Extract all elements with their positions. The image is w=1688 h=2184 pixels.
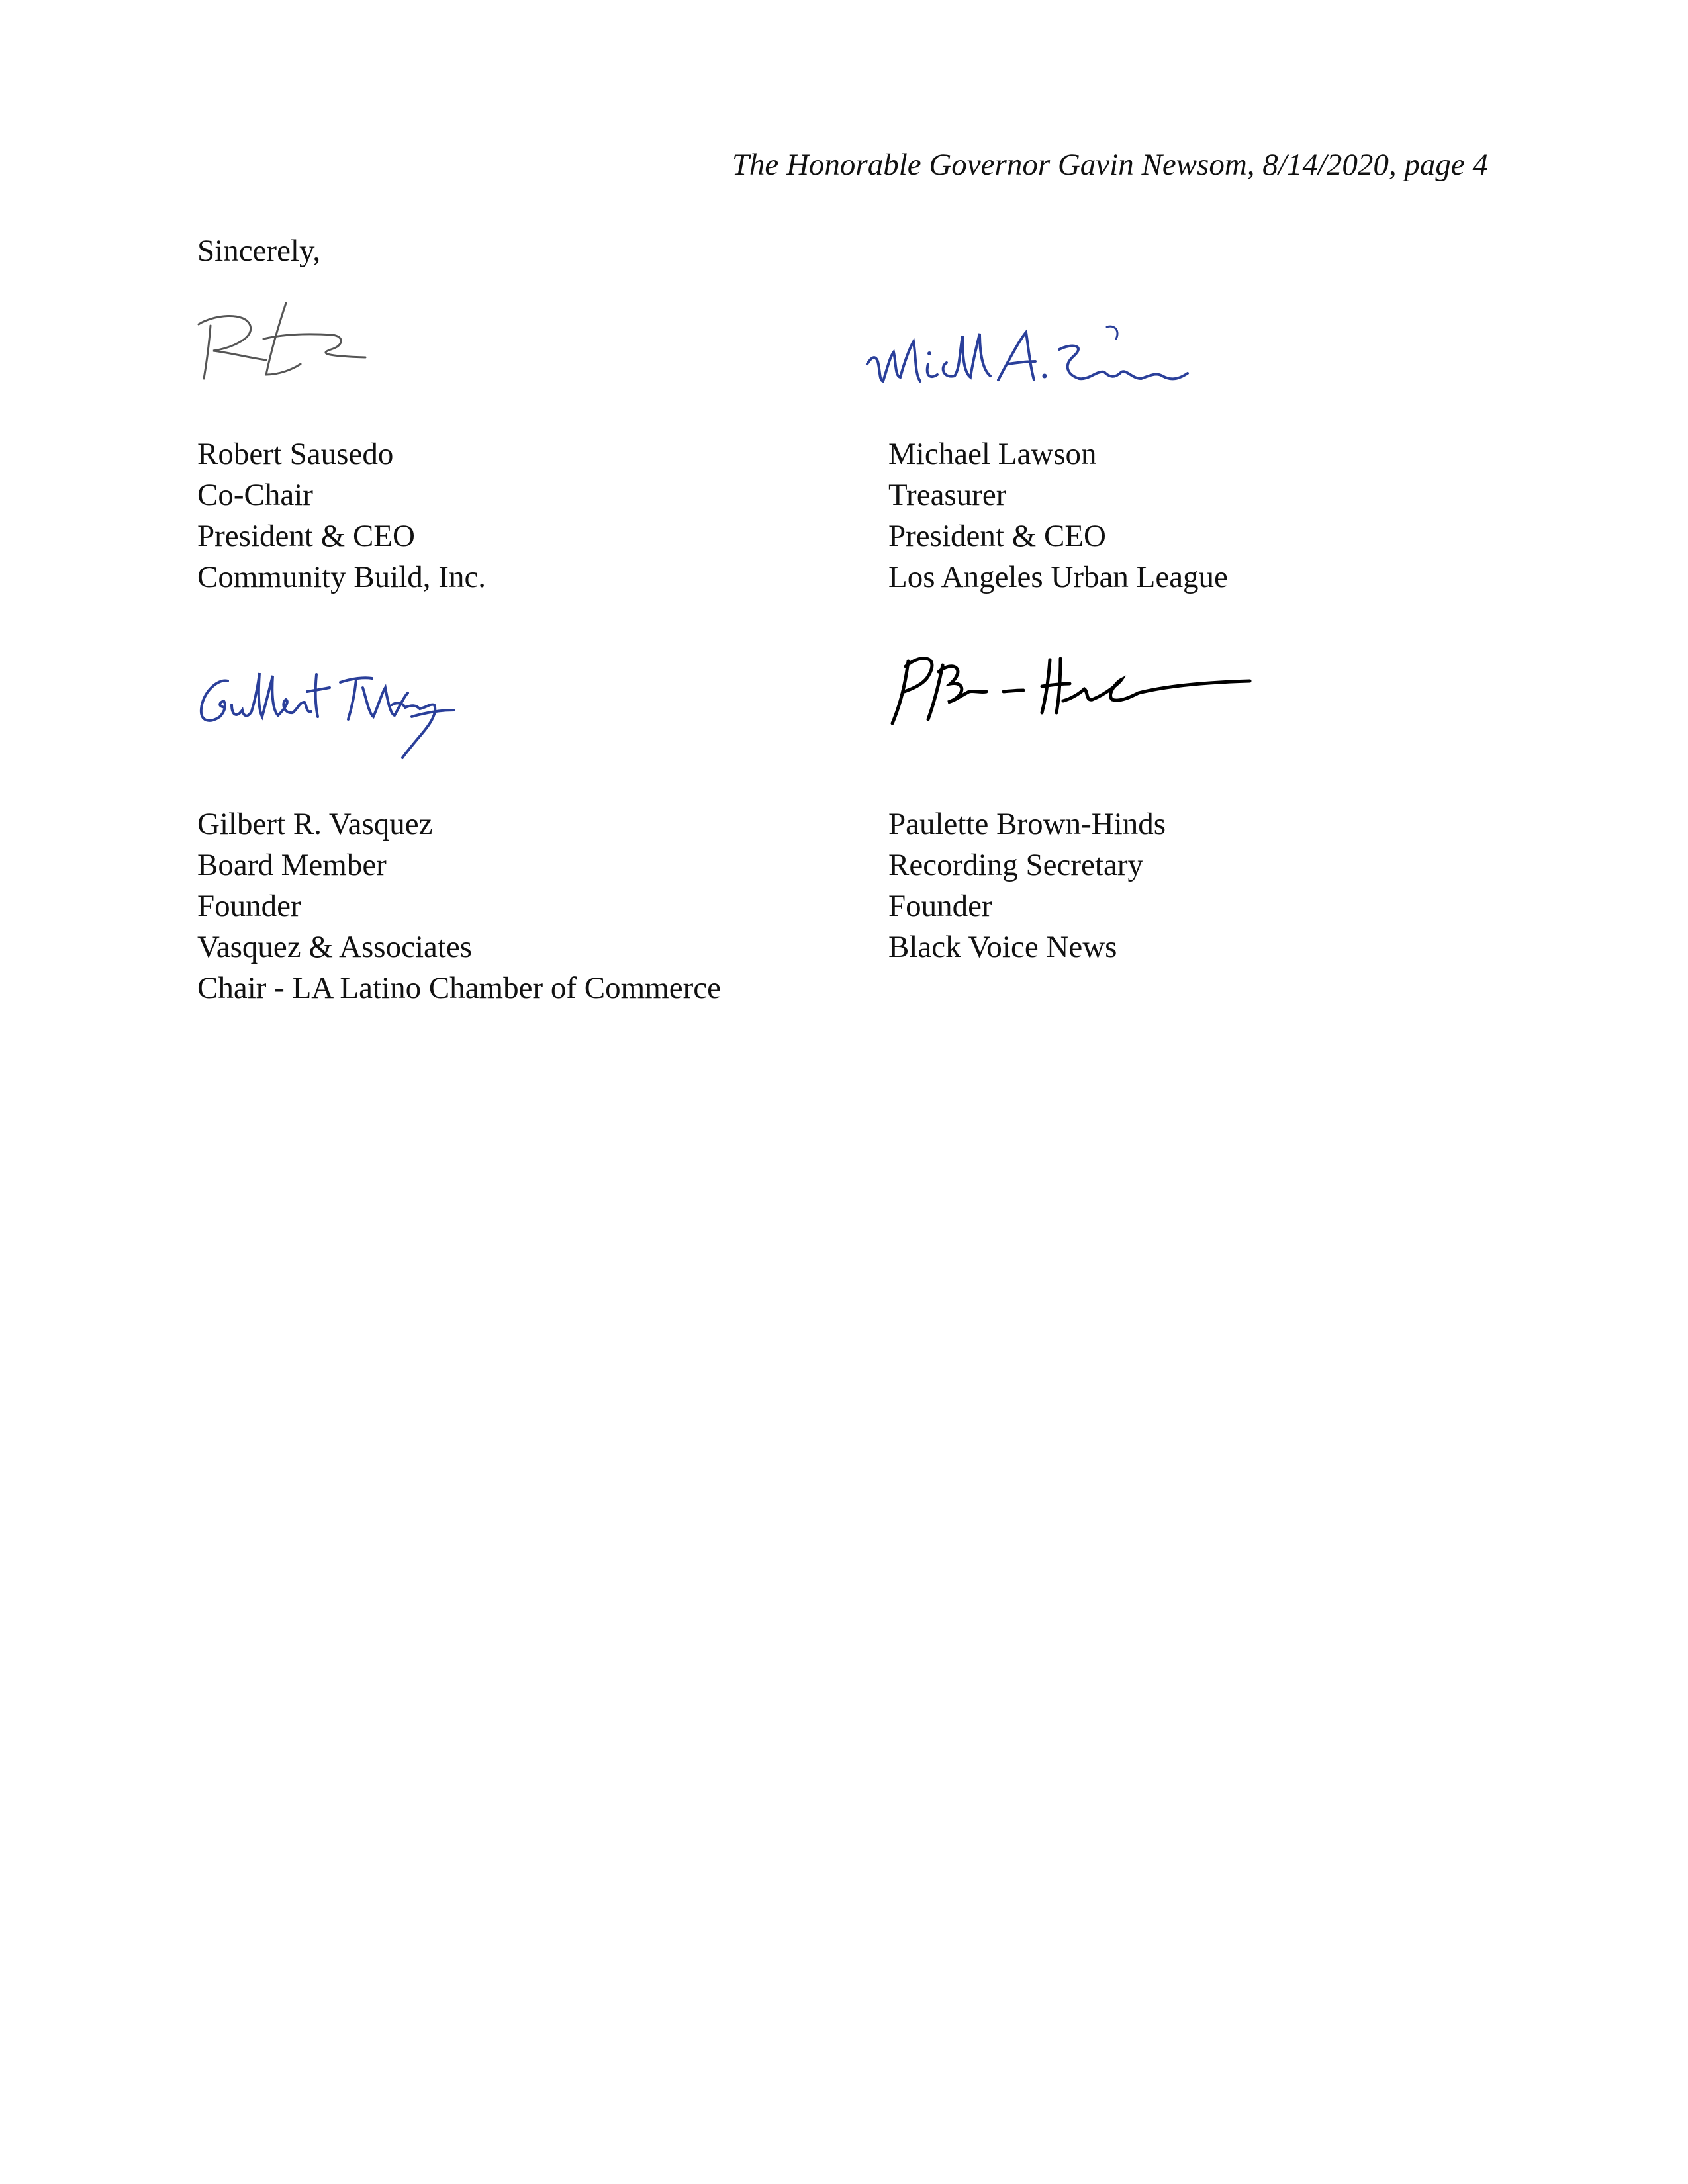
signer-organization: Community Build, Inc. [197, 560, 487, 594]
signer-role: Co-Chair [197, 478, 313, 512]
signer-block-robert-sausedo [197, 433, 486, 598]
signer-title: President & CEO [197, 519, 415, 553]
signature-robert-sausedo-drawing [187, 296, 372, 389]
signer-role: Board Member [197, 848, 387, 882]
signer-organization: Los Angeles Urban League [888, 560, 1228, 594]
signer-title: Founder [197, 889, 301, 923]
signer-name: Paulette Brown-Hinds [888, 807, 1166, 841]
closing-salutation: Sincerely, [197, 234, 321, 268]
signer-name: Gilbert R. Vasquez [197, 807, 433, 841]
signer-block-michael-lawson [888, 433, 1228, 598]
signature-gilbert-vasquez [193, 659, 458, 761]
signer-affiliation: Chair - LA Latino Chamber of Commerce [197, 971, 721, 1005]
signer-title: President & CEO [888, 519, 1106, 553]
signer-role: Recording Secretary [888, 848, 1143, 882]
signer-title: Founder [888, 889, 992, 923]
signer-name: Robert Sausedo [197, 437, 394, 471]
signer-name: Michael Lawson [888, 437, 1097, 471]
signature-robert-sausedo [187, 296, 372, 389]
signer-block-paulette-brown-hinds [888, 803, 1166, 968]
signer-block-gilbert-vasquez [197, 803, 721, 1009]
page-header: The Honorable Governor Gavin Newsom, 8/14/2020, page 4 [731, 148, 1488, 182]
signer-role: Treasurer [888, 478, 1007, 512]
signature-michael-lawson [861, 323, 1192, 396]
signature-gilbert-vasquez-drawing [193, 659, 458, 761]
signature-michael-lawson-drawing [861, 323, 1192, 396]
signer-organization: Black Voice News [888, 930, 1117, 964]
signature-paulette-brown-hinds-drawing [887, 645, 1258, 731]
signature-paulette-brown-hinds [887, 645, 1258, 731]
signer-organization: Vasquez & Associates [197, 930, 473, 964]
